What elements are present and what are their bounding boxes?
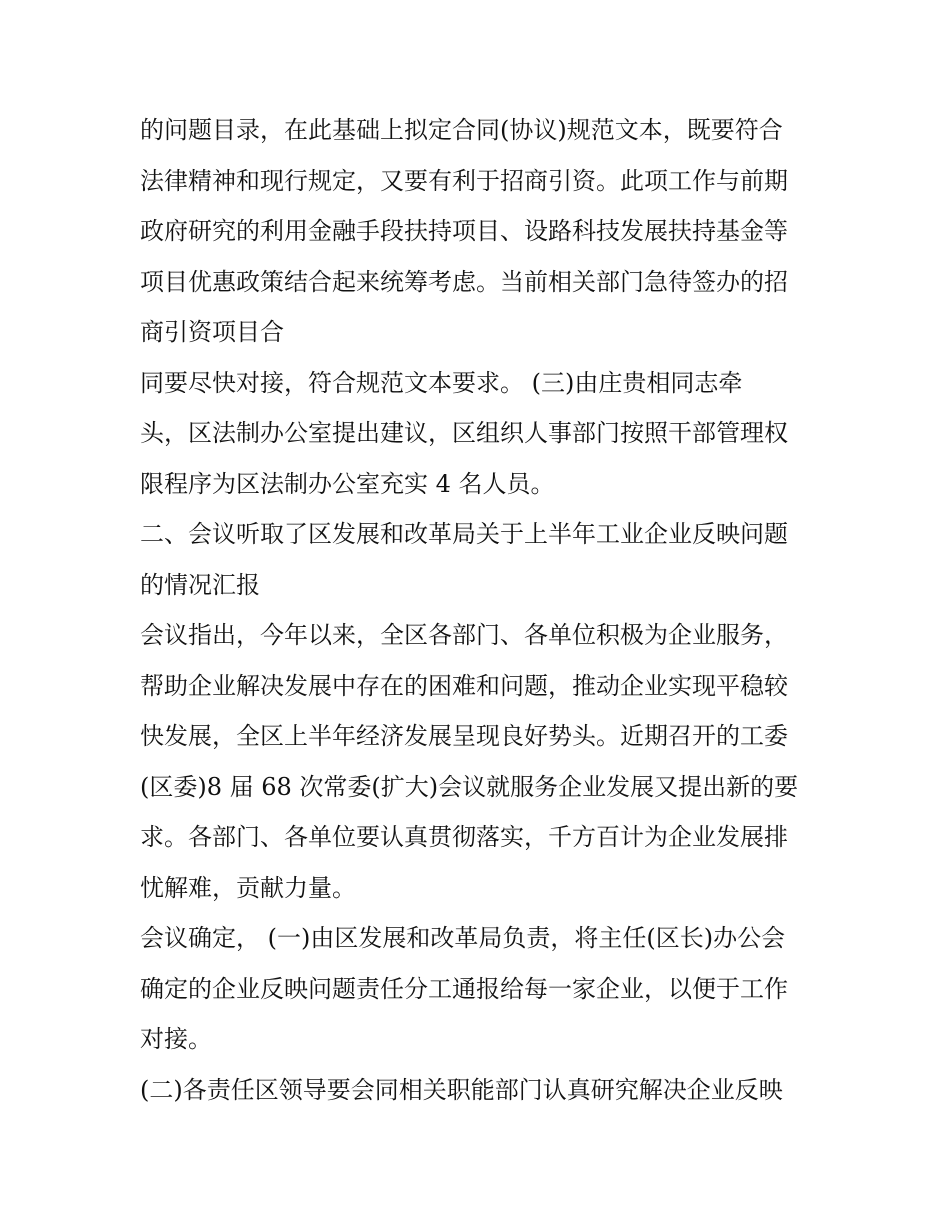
text-line: 政府研究的利用金融手段扶持项目、设路科技发展扶持基金等	[140, 217, 788, 245]
section-heading: 的情况汇报	[140, 571, 260, 599]
text-line: 同要尽快对接，符合规范文本要求。 (三)由庄贵相同志牵	[140, 369, 743, 397]
text-line: 头，区法制办公室提出建议，区组织人事部门按照干部管理权	[140, 419, 788, 447]
text-line: 快发展，全区上半年经济发展呈现良好势头。近期召开的工委	[140, 722, 788, 750]
text-line: 法律精神和现行规定，又要有利于招商引资。此项工作与前期	[140, 167, 788, 195]
text-line: 帮助企业解决发展中存在的困难和问题，推动企业实现平稳较	[140, 672, 788, 700]
text-line: 限程序为区法制办公室充实 4 名人员。	[140, 470, 555, 498]
text-line: 会议确定， (一)由区发展和改革局负责，将主任(区长)办公会	[140, 924, 786, 952]
text-line: 会议指出，今年以来，全区各部门、各单位积极为企业服务，	[140, 621, 788, 649]
text-line: 项目优惠政策结合起来统筹考虑。当前相关部门急待签办的招	[140, 268, 788, 296]
text-line: 商引资项目合	[140, 318, 284, 346]
text-line: 忧解难，贡献力量。	[140, 874, 356, 902]
section-heading: 二、会议听取了区发展和改革局关于上半年工业企业反映问题	[140, 520, 788, 548]
text-line: (区委)8 届 68 次常委(扩大)会议就服务企业发展又提出新的要	[140, 773, 799, 801]
text-line: 求。各部门、各单位要认真贯彻落实，千方百计为企业发展排	[140, 823, 788, 851]
text-line: (二)各责任区领导要会同相关职能部门认真研究解决企业反映	[140, 1076, 783, 1104]
text-line: 的问题目录，在此基础上拟定合同(协议)规范文本，既要符合	[140, 116, 783, 144]
text-line: 对接。	[140, 1025, 212, 1053]
text-line: 确定的企业反映问题责任分工通报给每一家企业，以便于工作	[140, 975, 788, 1003]
